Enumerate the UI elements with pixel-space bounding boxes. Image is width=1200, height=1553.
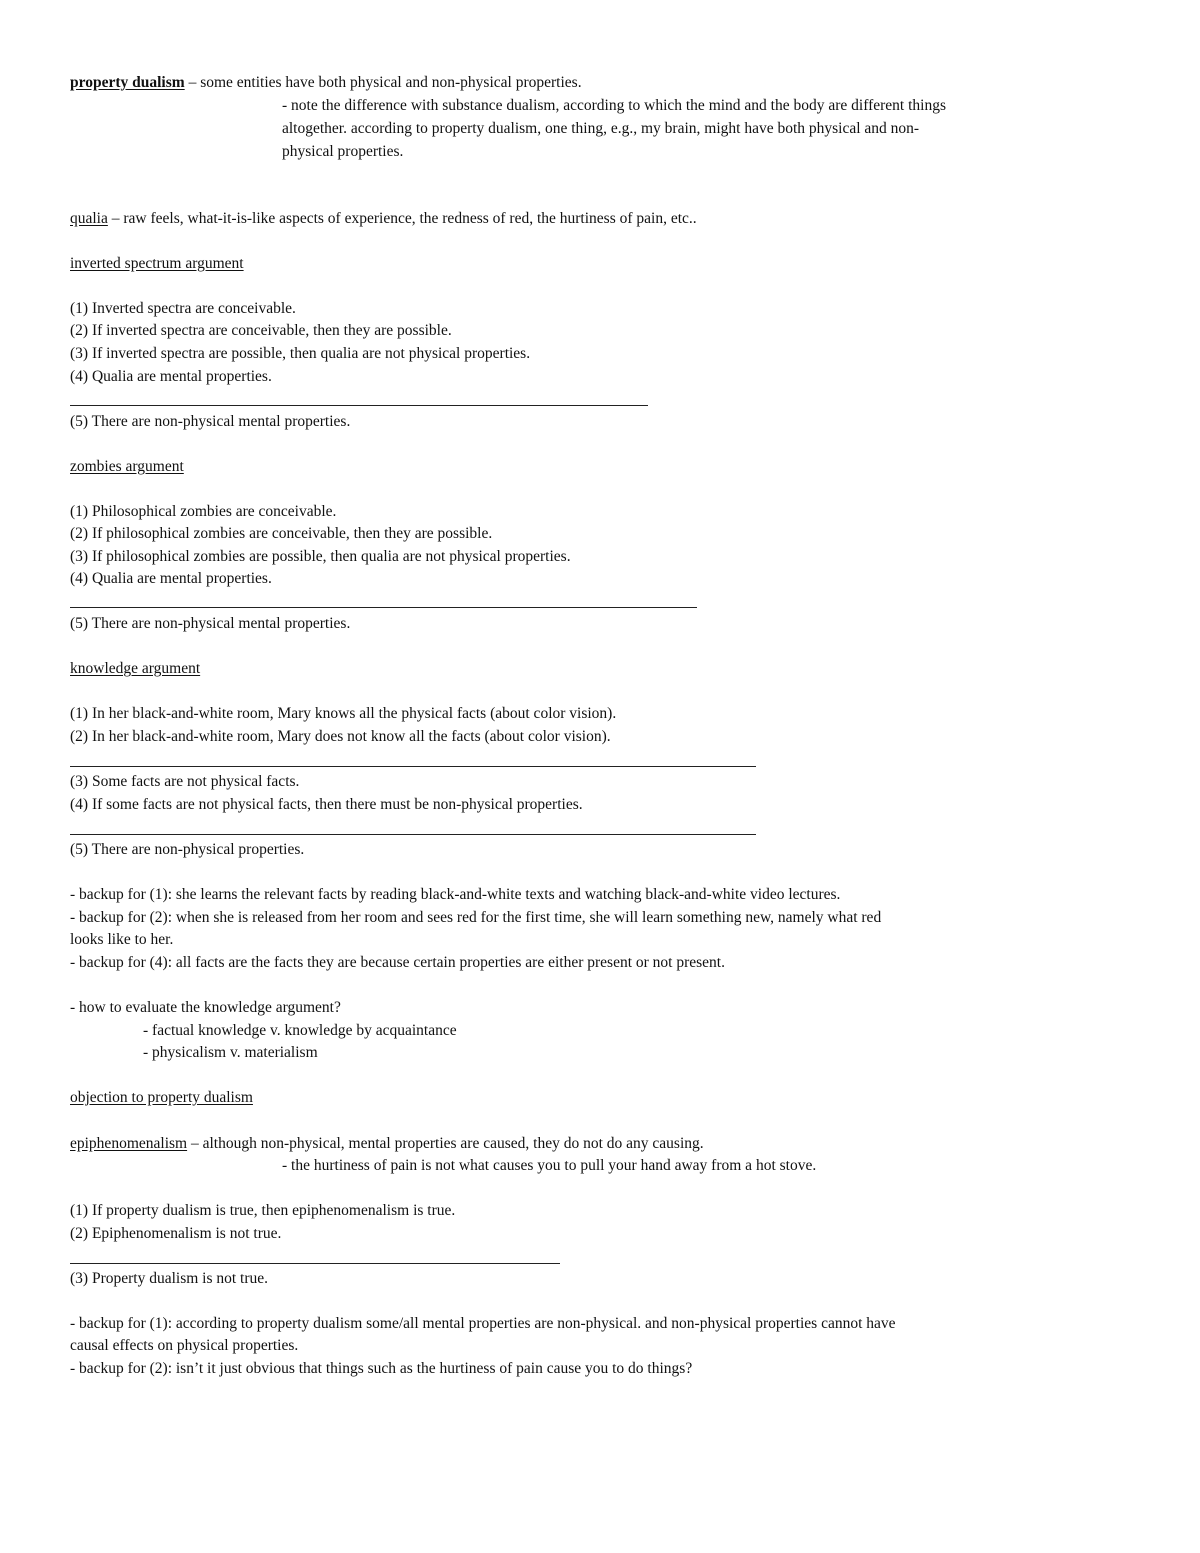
premise: (2) If inverted spectra are conceivable, then they are possible. — [70, 322, 452, 339]
property-dualism-note-line: altogether. according to property dualism, one thing, e.g., my brain, might have both physical and non- — [282, 120, 920, 137]
backup-line: causal effects on physical properties. — [70, 1337, 299, 1354]
backup-line: - backup for (1): she learns the relevant facts by reading black-and-white texts and watching black-and-white video lectures. — [70, 886, 841, 903]
backup-line: - backup for (2): when she is released from her room and sees red for the first time, she will learn something new, namely what red — [70, 909, 882, 926]
premise: (2) In her black-and-white room, Mary does not know all the facts (about color vision). — [70, 728, 611, 745]
term-property-dualism: property dualism — [70, 74, 185, 91]
premise: (1) If property dualism is true, then epiphenomenalism is true. — [70, 1202, 456, 1219]
zombies-heading: zombies argument — [70, 458, 184, 475]
backup-line: - backup for (1): according to property dualism some/all mental properties are non-physical. and non-physical properties cannot have — [70, 1315, 896, 1332]
premise: (2) Epiphenomenalism is not true. — [70, 1225, 282, 1242]
objection-heading: objection to property dualism — [70, 1089, 253, 1106]
qualia-definition: qualia – raw feels, what-it-is-like aspects of experience, the redness of red, the hurtiness of pain, etc.. — [70, 210, 697, 227]
evaluate-item: - physicalism v. materialism — [143, 1044, 318, 1061]
conclusion: (5) There are non-physical mental properties. — [70, 615, 351, 632]
conclusion: (3) Property dualism is not true. — [70, 1270, 269, 1287]
conclusion: (5) There are non-physical mental properties. — [70, 413, 351, 430]
evaluate-question: - how to evaluate the knowledge argument? — [70, 999, 341, 1016]
property-dualism-note-line: - note the difference with substance dualism, according to which the mind and the body are different things — [282, 97, 947, 114]
premise: (1) In her black-and-white room, Mary knows all the physical facts (about color vision). — [70, 705, 617, 722]
conclusion: (5) There are non-physical properties. — [70, 841, 305, 858]
conclusion-rule — [70, 607, 697, 608]
premise: (4) If some facts are not physical facts, then there must be non-physical properties. — [70, 796, 583, 813]
backup-line: - backup for (4): all facts are the facts they are because certain properties are either present or not present. — [70, 954, 725, 971]
premise: (3) If inverted spectra are possible, then qualia are not physical properties. — [70, 345, 531, 362]
premise: (3) If philosophical zombies are possible, then qualia are not physical properties. — [70, 548, 571, 565]
backup-line: looks like to her. — [70, 931, 174, 948]
premise: (4) Qualia are mental properties. — [70, 368, 272, 385]
backup-line: - backup for (2): isn’t it just obvious that things such as the hurtiness of pain cause you to do things? — [70, 1360, 693, 1377]
conclusion-rule — [70, 405, 648, 406]
term-qualia: qualia — [70, 210, 108, 227]
intermediate-conclusion: (3) Some facts are not physical facts. — [70, 773, 300, 790]
knowledge-heading: knowledge argument — [70, 660, 201, 677]
epiphenomenalism-definition: epiphenomenalism – although non-physical, mental properties are caused, they do not do any causing. — [70, 1135, 704, 1152]
premise: (2) If philosophical zombies are conceivable, then they are possible. — [70, 525, 493, 542]
conclusion-rule — [70, 834, 756, 835]
inverted-spectrum-heading: inverted spectrum argument — [70, 255, 244, 272]
premise: (1) Inverted spectra are conceivable. — [70, 300, 296, 317]
conclusion-rule — [70, 766, 756, 767]
premise: (1) Philosophical zombies are conceivable. — [70, 503, 337, 520]
premise: (4) Qualia are mental properties. — [70, 570, 272, 587]
epiphenomenalism-note: - the hurtiness of pain is not what causes you to pull your hand away from a hot stove. — [282, 1157, 817, 1174]
term-epiphenomenalism: epiphenomenalism — [70, 1135, 188, 1152]
evaluate-item: - factual knowledge v. knowledge by acquaintance — [143, 1022, 457, 1039]
property-dualism-note-line: physical properties. — [282, 143, 404, 160]
conclusion-rule — [70, 1263, 560, 1264]
property-dualism-definition: property dualism – some entities have both physical and non-physical properties. — [70, 74, 582, 91]
